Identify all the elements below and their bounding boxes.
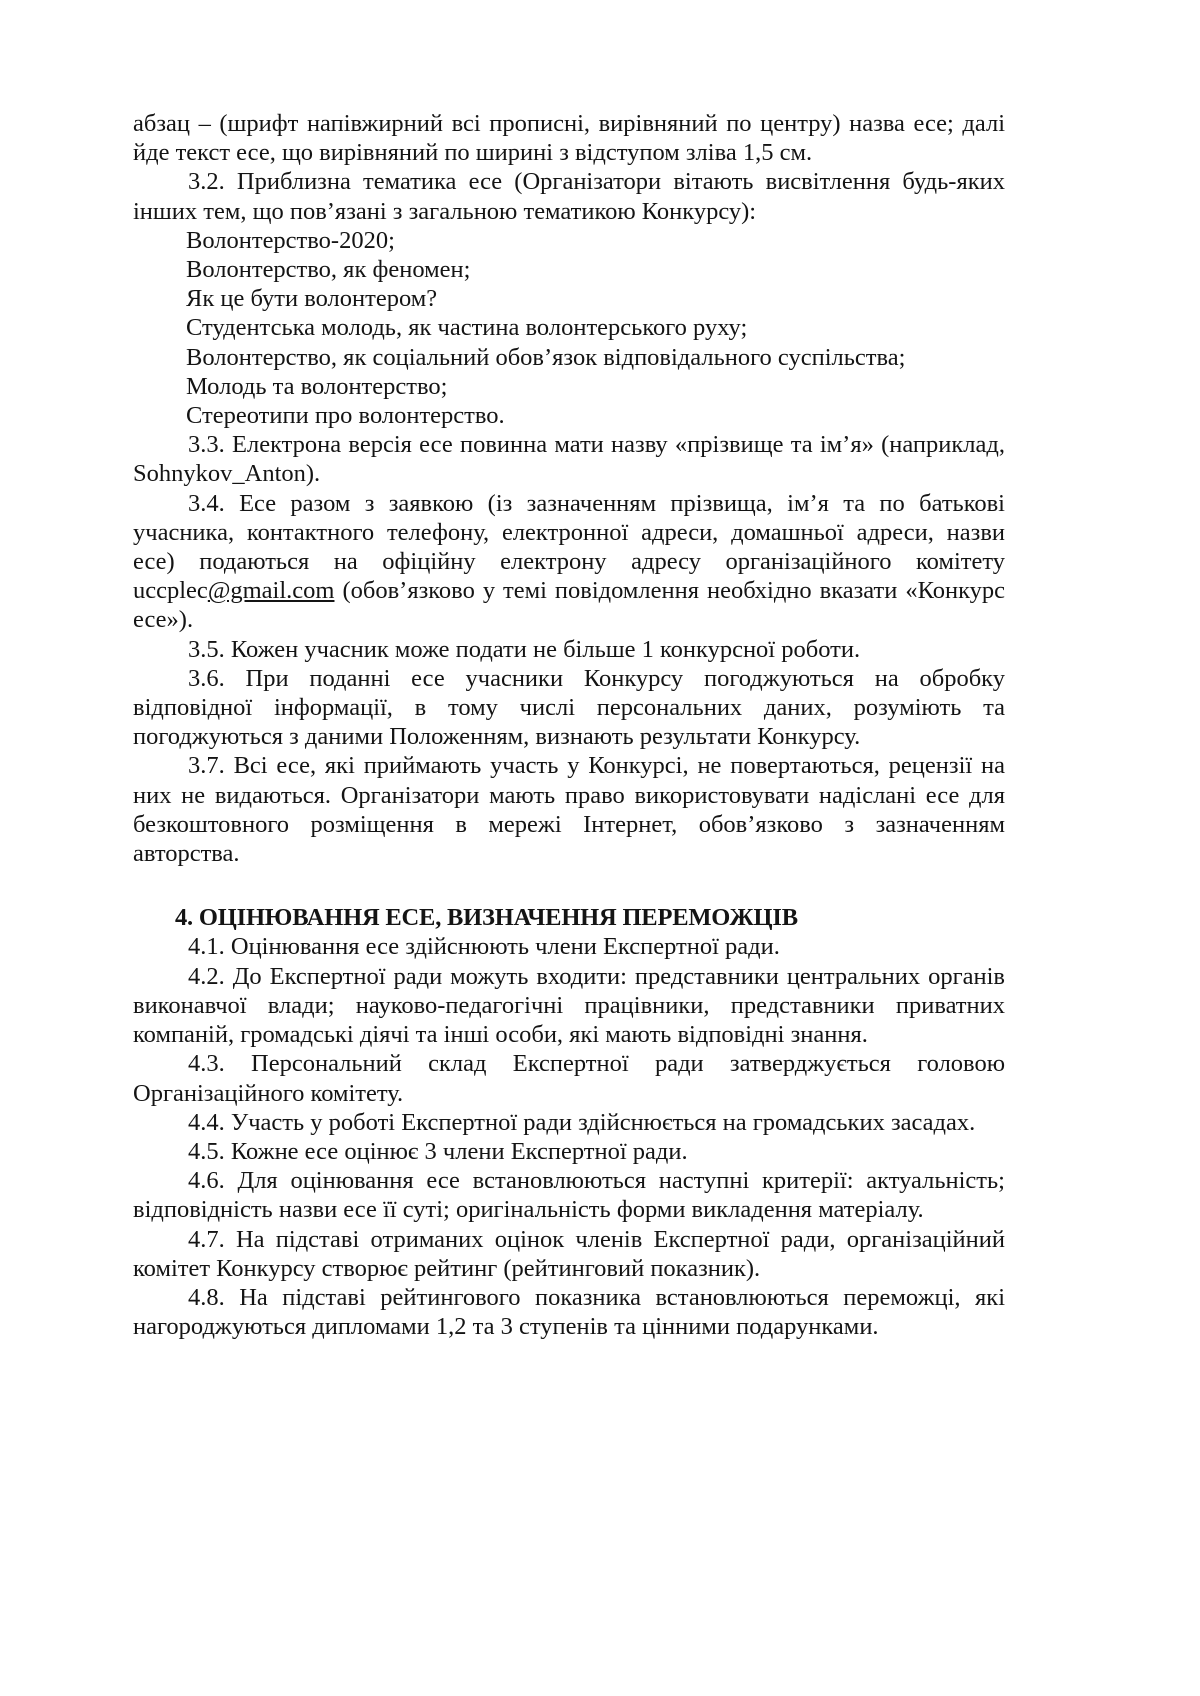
topic-item: Волонтерство, як соціальний обов’язок відповідального суспільства; xyxy=(186,343,906,371)
clause-3-5: 3.5. Кожен учасник може подати не більше 1 конкурсної роботи. xyxy=(188,635,861,663)
clause-4-8: 4.8. На підставі рейтингового показника встановлюються переможці, які нагороджуються дипломами 1,2 та 3 ступенів та цінними подарунками. xyxy=(133,1283,1005,1341)
clause-4-1: 4.1. Оцінювання есе здійснюють члени Експертної ради. xyxy=(188,933,780,961)
topic-item: Молодь та волонтерство; xyxy=(186,372,448,400)
clause-3-7: 3.7. Всі есе, які приймають участь у Конкурсі, не повертаються, рецензії на них не видаються. Організатори мають право використовувати надіслані есе для безкоштовного розміщення в мережі Інтернет, обов’язково з зазначенням авторства. xyxy=(133,752,1005,868)
clause-3-4 xyxy=(133,489,1005,635)
email-link[interactable]: @gmail.com xyxy=(207,577,335,605)
topic-item: Студентська молодь, як частина волонтерського руху; xyxy=(186,314,748,342)
intro-paragraph: абзац – (шрифт напівжирний всі прописні, вирівняний по центру) назва есе; далі йде текст есе, що вирівняний по ширині з відступом зліва 1,5 см. xyxy=(133,110,1005,167)
clause-3-2: 3.2. Приблизна тематика есе (Організатори вітають висвітлення будь-яких інших тем, що пов’язані з загальною тематикою Конкурсу): xyxy=(133,168,1005,225)
clause-4-2: 4.2. До Експертної ради можуть входити: представники центральних органів виконавчої влади; науково-педагогічні працівники, представники приватних компаній, громадські діячі та інші особи, які мають відповідні знання. xyxy=(133,962,1005,1049)
clause-4-6: 4.6. Для оцінювання есе встановлюються наступні критерії: актуальність; відповідність назви есе її суті; оригінальність форми викладення матеріалу. xyxy=(133,1167,1005,1224)
topic-item: Волонтерство-2020; xyxy=(186,226,395,254)
clause-4-4: 4.4. Участь у роботі Експертної ради здійснюється на громадських засадах. xyxy=(188,1108,976,1136)
clause-3-3: 3.3. Електрона версія есе повинна мати назву «прізвище та ім’я» (наприклад, Sohnykov_Anton). xyxy=(133,431,1005,488)
email-user: uccplec xyxy=(133,577,208,605)
clause-3-4-text: 3.4. Есе разом з заявкою (із зазначенням прізвища, ім’я та по батькові учасника, контактного телефону, електронної адреси, домашньої адреси, назви есе) подаються на офіційну електрону адресу організаційного комітету xyxy=(133,489,1005,576)
clause-4-5: 4.5. Кожне есе оцінює 3 члени Експертної ради. xyxy=(188,1137,688,1165)
clause-3-4-text-after: (обов’язково у темі повідомлення необхідно вказати «Конкурс есе»). xyxy=(133,577,1005,634)
document-page xyxy=(133,109,1005,1341)
section-4-heading: 4. ОЦІНЮВАННЯ ЕСЕ, ВИЗНАЧЕННЯ ПЕРЕМОЖЦІВ xyxy=(175,904,798,932)
clause-4-3: 4.3. Персональний склад Експертної ради затверджується головою Організаційного комітету. xyxy=(133,1050,1005,1107)
topic-item: Як це бути волонтером? xyxy=(186,285,438,313)
clause-3-6: 3.6. При поданні есе учасники Конкурсу погоджуються на обробку відповідної інформації, в тому числі персональних даних, розуміють та погоджуються з даними Положенням, визнають результати Конкурсу. xyxy=(133,664,1005,751)
clause-4-7: 4.7. На підставі отриманих оцінок членів Експертної ради, організаційний комітет Конкурсу створює рейтинг (рейтинговий показник). xyxy=(133,1225,1005,1282)
topic-item: Волонтерство, як феномен; xyxy=(186,256,471,284)
topics-list xyxy=(133,226,1005,430)
topic-item: Стереотипи про волонтерство. xyxy=(186,402,505,430)
email-address[interactable] xyxy=(133,577,334,604)
